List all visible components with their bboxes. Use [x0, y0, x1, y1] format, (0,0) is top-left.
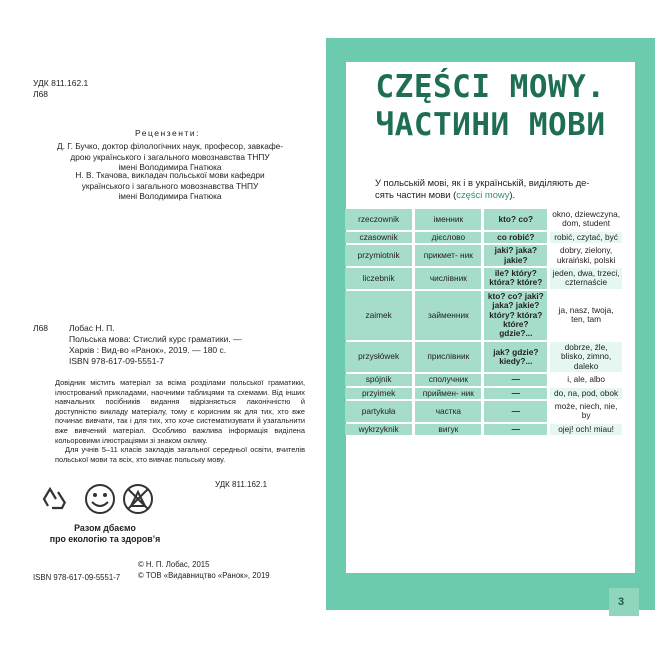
question-words-cell: kto? co? jaki? jaka? jakie? który? która? które? gdzie?... — [484, 291, 547, 340]
copyright-author: © Н. П. Лобас, 2015 — [138, 560, 210, 569]
examples-cell: ojej! och! miau! — [550, 424, 622, 435]
ukrainian-term-cell: сполучник — [415, 374, 481, 385]
question-words-cell: — — [484, 424, 547, 435]
table-row — [345, 401, 622, 422]
bibliographic-record: Л68 Лобас Н. П. Польська мова: Стислий курс граматики. — Харків : Вид-во «Ранок», 2019. — 180 с. ISBN 978-617-09-5551-7 — [33, 323, 242, 366]
table-row — [345, 232, 622, 243]
polish-term-cell: przyimek — [345, 388, 412, 399]
udc-code-top: УДК 811.162.1 Л68 — [33, 78, 89, 99]
polish-term-cell: zaimek — [345, 291, 412, 340]
table-row — [345, 342, 622, 372]
ukrainian-term-cell: дієслово — [415, 232, 481, 243]
page-title: CZĘŚCI MOWY. ЧАСТИНИ МОВИ — [375, 69, 606, 143]
eco-slogan: Разом дбаємо про екологію та здоров’я — [49, 523, 161, 544]
table-row — [345, 388, 622, 399]
reviewer-2: Н. В. Ткачова, викладач польської мови кафедри українського і загального мовознавства ТНПУ імені Володимира Гнатюка — [75, 170, 265, 201]
polish-term-cell: spójnik — [345, 374, 412, 385]
examples-cell: i, ale, albo — [550, 374, 622, 385]
ukrainian-term-cell: займенник — [415, 291, 481, 340]
udc-code-bottom: УДК 811.162.1 — [215, 480, 268, 489]
page-number: 3 — [618, 596, 625, 608]
parts-of-speech-table — [342, 207, 625, 437]
no-bleach-icon — [124, 485, 152, 513]
ukrainian-term-cell: прикмет- ник — [415, 245, 481, 266]
book-description: Довідник містить матеріал за всіма розділами польської граматики, ілюстрований прикладами, наочними таблицями та схемами. Від інших навчальних посібників видання відрізняється лаконічністю й доступністю викладу матеріалу, тому є корисним як для тих, хто вже починає вивчати, так і для тих, хто хоче систематизувати й узагальнити вже вивчений матеріал. Особливо важлива інформація виділена кольоровими ілюстраціями зі знаком оклику. Для учнів 5–11 класів закладів загальної середньої освіти, вчителів польської мови та всіх, хто вивчає польську мову. — [55, 378, 305, 464]
examples-cell: jeden, dwa, trzeci, czternaście — [550, 268, 622, 289]
polish-term-cell: rzeczownik — [345, 209, 412, 230]
eco-icons — [38, 482, 168, 516]
question-words-cell: — — [484, 374, 547, 385]
polish-term-cell: partykuła — [345, 401, 412, 422]
copyright-publisher: © ТОВ «Видавництво «Ранок», 2019 — [138, 571, 270, 580]
polish-term-cell: wykrzyknik — [345, 424, 412, 435]
polish-term-cell: liczebnik — [345, 268, 412, 289]
smiley-icon — [86, 485, 114, 513]
ukrainian-term-cell: приймен- ник — [415, 388, 481, 399]
reviewer-1: Д. Г. Бучко, доктор філологічних наук, професор, завкафе- дрою українського і загального мовознавства ТНПУ імені Володимира Гнатюка — [56, 141, 284, 172]
question-words-cell: jak? gdzie? kiedy?... — [484, 342, 547, 372]
intro-text: У польській мові, як і в українській, виділяють де- сять частин мови (części mowy). — [375, 177, 590, 200]
question-words-cell: — — [484, 388, 547, 399]
examples-cell: dobry, zielony, ukraiński, polski — [550, 245, 622, 266]
examples-cell: okno, dziewczyna, dom, student — [552, 209, 620, 229]
question-words-cell: co robić? — [484, 232, 547, 243]
isbn-bottom: ISBN 978-617-09-5551-7 — [33, 573, 121, 582]
table-row — [345, 424, 622, 435]
question-words-cell: kto? co? — [484, 209, 547, 230]
ukrainian-term-cell: частка — [415, 401, 481, 422]
question-words-cell: — — [484, 401, 547, 422]
table-row — [345, 268, 622, 289]
polish-term-cell: czasownik — [345, 232, 412, 243]
table-row — [345, 374, 622, 385]
polish-term-cell: przysłówek — [345, 342, 412, 372]
question-words-cell: jaki? jaka? jakie? — [484, 245, 547, 266]
table-row — [345, 291, 622, 340]
ukrainian-term-cell: вигук — [415, 424, 481, 435]
examples-cell: dobrze, źle, blisko, zimno, daleko — [550, 342, 622, 372]
examples-cell: może, niech, nie, by — [550, 401, 622, 422]
reviewers-title: Рецензенти: — [135, 128, 200, 138]
examples-cell: robić, czytać, być — [550, 232, 622, 243]
examples-cell: do, na, pod, obok — [550, 388, 622, 399]
catalog-label: Л68 — [33, 323, 49, 333]
question-words-cell: ile? który? która? które? — [484, 268, 547, 289]
ukrainian-term-cell: прислівник — [415, 342, 481, 372]
recycle-icon — [44, 489, 65, 508]
table-row — [345, 209, 622, 230]
ukrainian-term-cell: числівник — [415, 268, 481, 289]
polish-term-cell: przymiotnik — [345, 245, 412, 266]
left-page — [0, 0, 326, 655]
examples-cell: ja, nasz, twoja, ten, tam — [550, 291, 622, 340]
table-row — [345, 245, 622, 266]
ukrainian-term-cell: іменник — [415, 209, 481, 230]
